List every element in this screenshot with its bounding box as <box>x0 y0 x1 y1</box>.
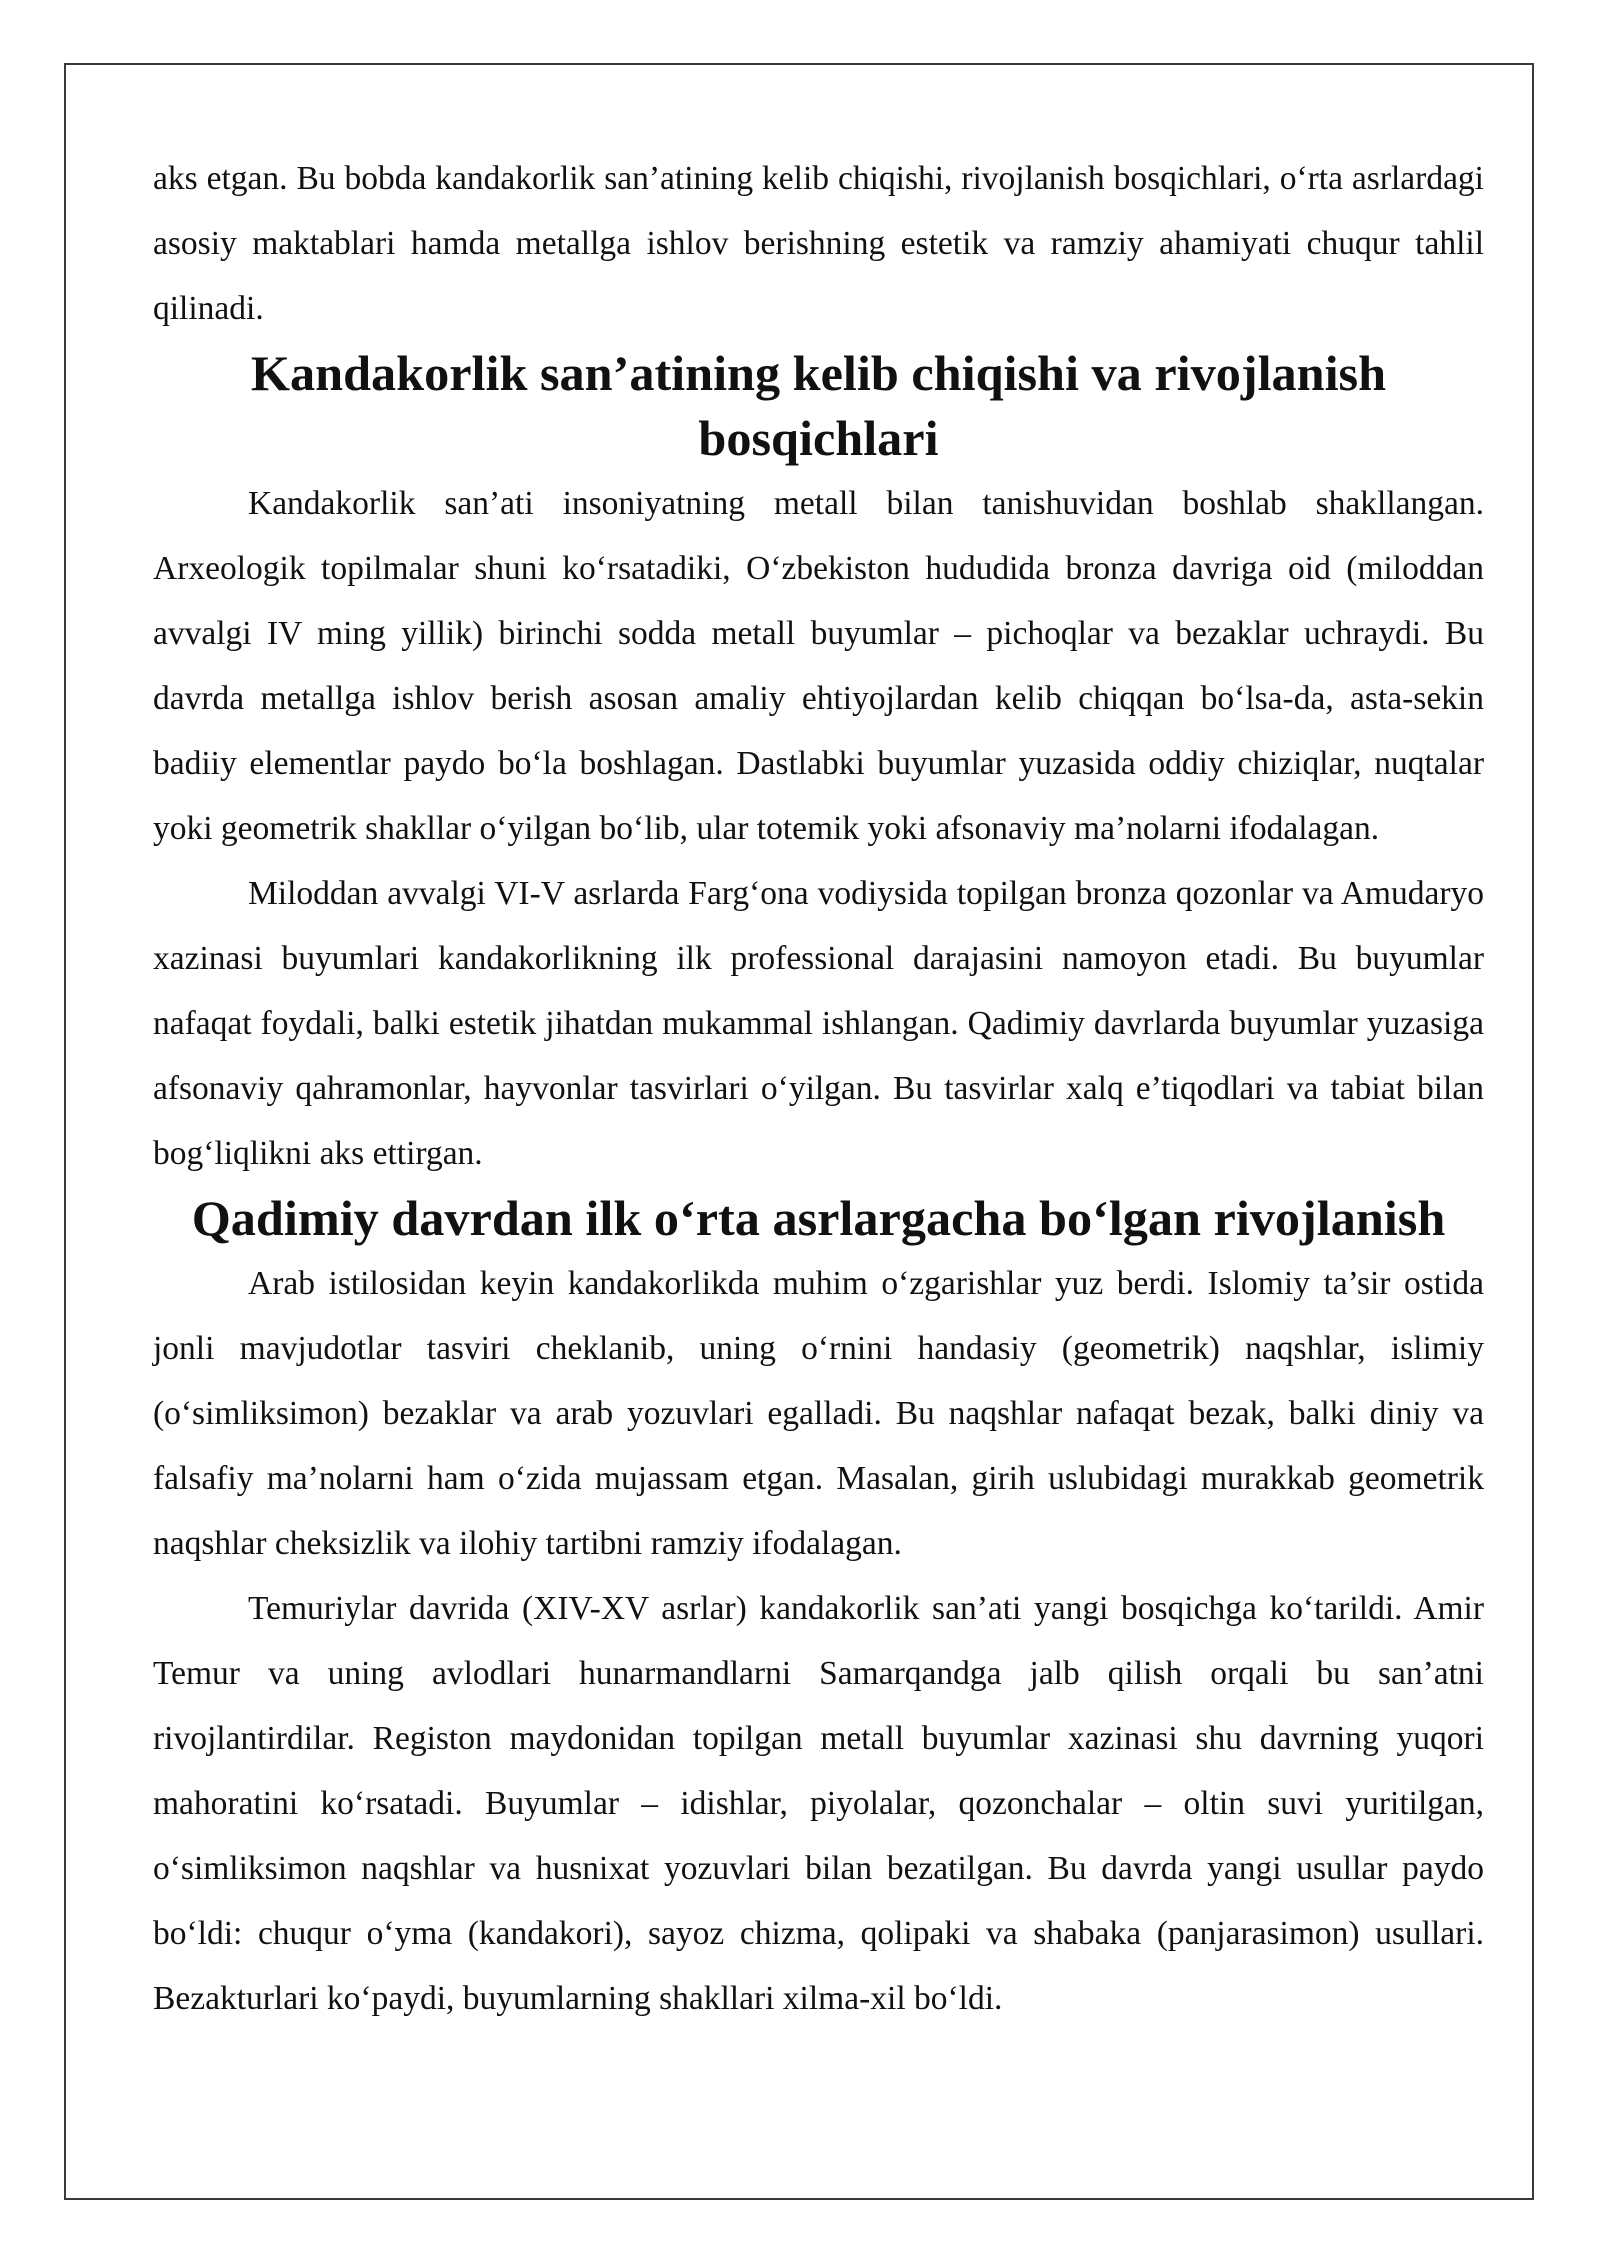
paragraph-islamic-influence: Arab istilosidan keyin kandakorlikda muhim o‘zgarishlar yuz berdi. Islomiy ta’sir ostida jonli mavjudotlar tasviri cheklanib, uning o‘rnini handasiy (geometrik) naqshlar, islimiy (o‘simliksimon) bezaklar va arab yozuvlari egalladi. Bu naqshlar nafaqat bezak, balki diniy va falsafiy ma’nolarni ham o‘zida mujassam etgan. Masalan, girih uslubidagi murakkab geometrik naqshlar cheksizlik va ilohiy tartibni ramziy ifodalagan. <box>153 1265 1484 1562</box>
paragraph-intro-continuation: aks etgan. Bu bobda kandakorlik san’atining kelib chiqishi, rivojlanish bosqichlari, o‘rta asrlardagi asosiy maktablari hamda metallga ishlov berishning estetik va ramziy ahamiyati chuqur tahlil qilinadi. <box>153 160 1484 327</box>
section-heading-early-medieval: Qadimiy davrdan ilk o‘rta asrlargacha bo‘lgan rivojlanish <box>191 1190 1446 1246</box>
document-body <box>153 146 1484 2031</box>
section-heading-origins: Kandakorlik san’atining kelib chiqishi va rivojlanish bosqichlari <box>250 345 1387 466</box>
paragraph-ancient-period: Miloddan avvalgi VI-V asrlarda Farg‘ona vodiysida topilgan bronza qozonlar va Amudaryo xazinasi buyumlari kandakorlikning ilk professional darajasini namoyon etadi. Bu buyumlar nafaqat foydali, balki estetik jihatdan mukammal ishlangan. Qadimiy davrlarda buyumlar yuzasiga afsonaviy qahramonlar, hayvonlar tasvirlari o‘yilgan. Bu tasvirlar xalq e’tiqodlari va tabiat bilan bog‘liqlikni aks ettirgan. <box>153 875 1484 1172</box>
paragraph-timurid-period: Temuriylar davrida (XIV-XV asrlar) kandakorlik san’ati yangi bosqichga ko‘tarildi. Amir Temur va uning avlodlari hunarmandlarni Samarqandga jalb qilish orqali bu san’atni rivojlantirdilar. Registon maydonidan topilgan metall buyumlar xazinasi shu davrning yuqori mahoratini ko‘rsatadi. Buyumlar – idishlar, piyolalar, qozonchalar – oltin suvi yuritilgan, o‘simliksimon naqshlar va husnixat yozuvlari bilan bezatilgan. Bu davrda yangi usullar paydo bo‘ldi: chuqur o‘yma (kandakori), sayoz chizma, qolipaki va shabaka (panjarasimon) usullari. Bezakturlari ko‘paydi, buyumlarning shakllari xilma-xil bo‘ldi. <box>153 1590 1484 2017</box>
paragraph-bronze-age: Kandakorlik san’ati insoniyatning metall bilan tanishuvidan boshlab shakllangan. Arxeologik topilmalar shuni ko‘rsatadiki, O‘zbekiston hududida bronza davriga oid (miloddan avvalgi IV ming yillik) birinchi sodda metall buyumlar – pichoqlar va bezaklar uchraydi. Bu davrda metallga ishlov berish asosan amaliy ehtiyojlardan kelib chiqqan bo‘lsa-da, asta-sekin badiiy elementlar paydo bo‘la boshlagan. Dastlabki buyumlar yuzasida oddiy chiziqlar, nuqtalar yoki geometrik shakllar o‘yilgan bo‘lib, ular totemik yoki afsonaviy ma’nolarni ifodalagan. <box>153 485 1484 847</box>
